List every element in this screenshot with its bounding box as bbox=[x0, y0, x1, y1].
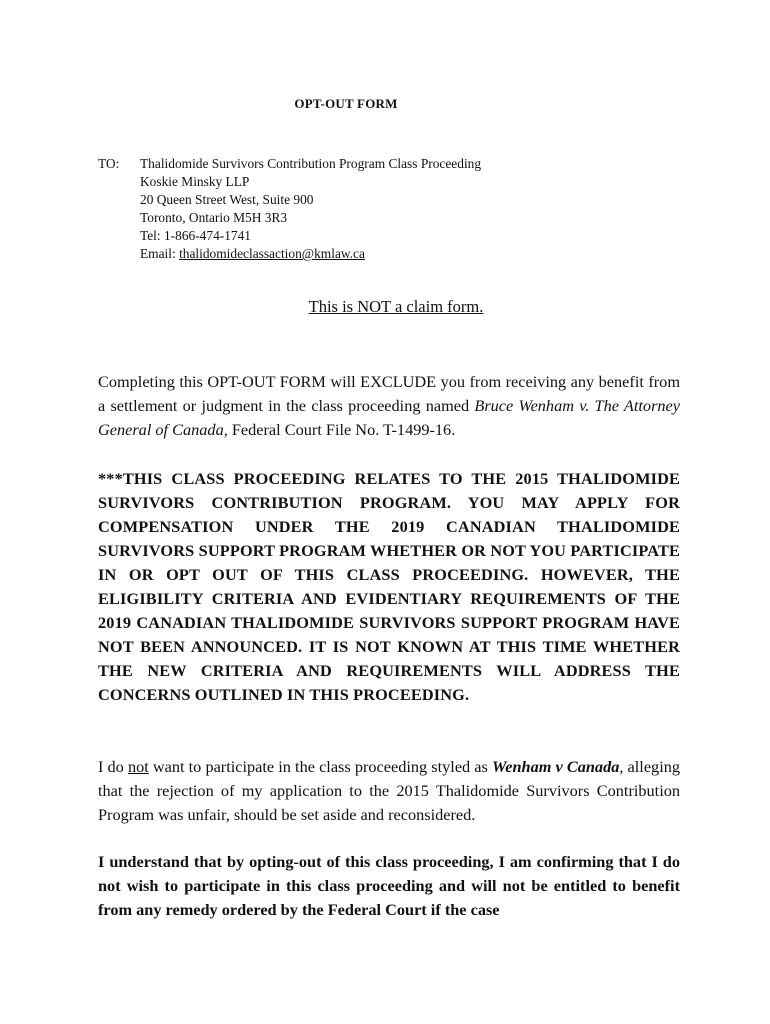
form-title: OPT-OUT FORM bbox=[294, 96, 398, 111]
case-short-name: Wenham v Canada bbox=[492, 757, 620, 776]
not-word: not bbox=[127, 757, 149, 776]
email-prefix: Email: bbox=[140, 246, 180, 261]
opt-out-statement-paragraph bbox=[98, 755, 680, 827]
address-line-email bbox=[140, 245, 481, 263]
address-line-street: 20 Queen Street West, Suite 900 bbox=[140, 192, 314, 207]
exclusion-text-before: Completing this OPT-OUT FORM will EXCLUDE you from receiving any benefit from a settlement or judgment in the class proceeding named bbox=[98, 372, 680, 415]
email-link[interactable]: thalidomideclassaction@kmlaw.ca bbox=[179, 246, 365, 261]
not-claim-notice: This is NOT a claim form. bbox=[308, 297, 484, 316]
statement-text-1: I do bbox=[98, 757, 128, 776]
address-line-program: Thalidomide Survivors Contribution Program Class Proceeding bbox=[140, 156, 482, 171]
statement-text-2: want to participate in the class proceeding styled as bbox=[148, 757, 492, 776]
program-notice-paragraph: ***THIS CLASS PROCEEDING RELATES TO THE 2015 THALIDOMIDE SURVIVORS CONTRIBUTION PROGRAM. YOU MAY APPLY FOR COMPENSATION UNDER THE 2019 CANADIAN THALIDOMIDE SURVIVORS SUPPORT PROGRAM WHETHER OR NOT YOU PARTICIPATE IN OR OPT OUT OF THIS CLASS PROCEEDING. HOWEVER, THE ELIGIBILITY CRITERIA AND EVIDENTIARY REQUIREMENTS OF THE 2019 CANADIAN THALIDOMIDE SURVIVORS SUPPORT PROGRAM HAVE NOT BEEN ANNOUNCED. IT IS NOT KNOWN AT THIS TIME WHETHER THE NEW CRITERIA AND REQUIREMENTS WILL ADDRESS THE CONCERNS OUTLINED IN THIS PROCEEDING. bbox=[98, 469, 680, 704]
address-line-firm: Koskie Minsky LLP bbox=[140, 174, 250, 189]
recipient-address bbox=[140, 155, 481, 263]
case-name: Bruce Wenham v. The Attorney General of Canada, bbox=[98, 396, 680, 439]
exclusion-text-after: Federal Court File No. T-1499-16. bbox=[227, 420, 456, 439]
to-label: TO: bbox=[98, 156, 120, 171]
address-line-phone: Tel: 1-866-474-1741 bbox=[140, 228, 252, 243]
statement-text-3: , alleging that the rejection of my application to the 2015 Thalidomide Survivors Contribution Program was unfair, should be set aside and reconsidered. bbox=[98, 757, 680, 824]
understanding-paragraph: I understand that by opting-out of this class proceeding, I am confirming that I do not wish to participate in this class proceeding and will not be entitled to benefit from any remedy ordered by the Federal Court if the case bbox=[98, 852, 680, 919]
exclusion-paragraph bbox=[98, 370, 680, 442]
address-line-city: Toronto, Ontario M5H 3R3 bbox=[140, 210, 288, 225]
